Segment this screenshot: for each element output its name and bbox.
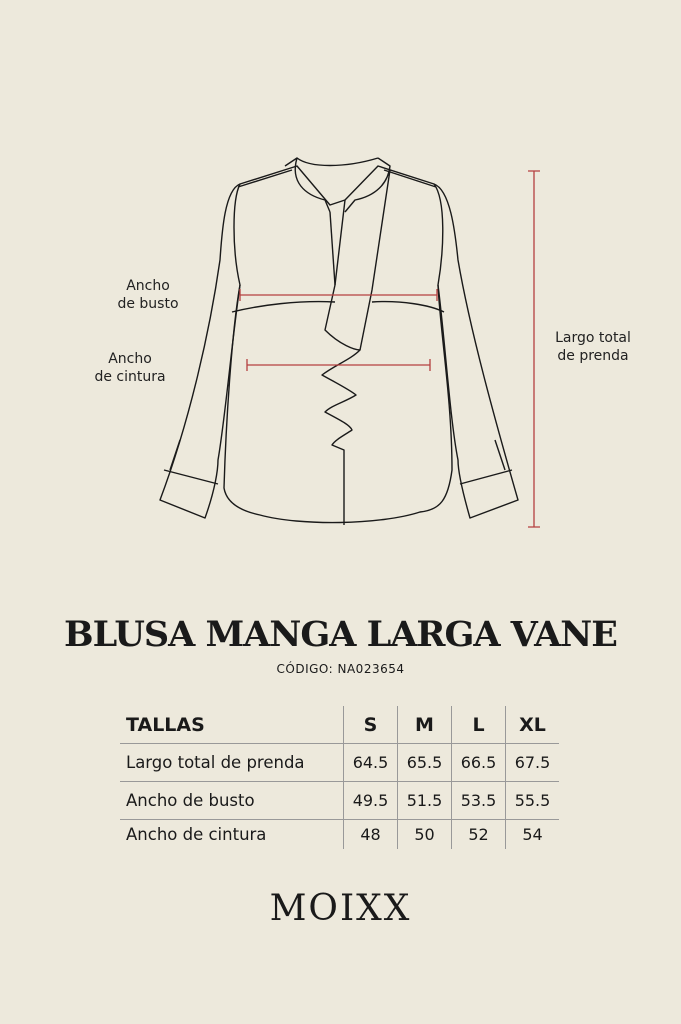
cell-value: 54 (506, 820, 560, 850)
cell-value: 53.5 (452, 782, 506, 820)
waist-measure-line (247, 359, 430, 371)
bust-measure-line (240, 289, 437, 301)
measure-lines (240, 171, 540, 527)
table-row (120, 744, 559, 782)
size-xl: XL (506, 706, 560, 744)
bust-label (100, 277, 196, 313)
cell-value: 49.5 (344, 782, 398, 820)
brand-logo: MOIXX (269, 888, 412, 929)
length-measure-line (528, 171, 540, 527)
waist-label (80, 350, 180, 386)
cell-value: 50 (398, 820, 452, 850)
length-label-line2: de prenda (557, 348, 629, 364)
size-table-header (120, 706, 559, 744)
size-m: M (398, 706, 452, 744)
sizes-header: TALLAS (126, 713, 205, 736)
table-row (120, 820, 559, 850)
length-label (543, 329, 643, 365)
row-label: Ancho de busto (120, 782, 344, 820)
cell-value: 51.5 (398, 782, 452, 820)
row-label: Largo total de prenda (120, 744, 344, 782)
cell-value: 48 (344, 820, 398, 850)
size-l: L (452, 706, 506, 744)
cell-value: 64.5 (344, 744, 398, 782)
length-label-line1: Largo total (555, 330, 631, 346)
size-s: S (344, 706, 398, 744)
cell-value: 55.5 (506, 782, 560, 820)
bust-label-line2: de busto (117, 296, 179, 312)
bust-label-line1: Ancho (126, 278, 170, 294)
product-title: BLUSA MANGA LARGA VANE (64, 614, 617, 655)
row-label: Ancho de cintura (120, 820, 344, 850)
product-code: CÓDIGO: NA023654 (276, 662, 405, 676)
cell-value: 67.5 (506, 744, 560, 782)
waist-label-line1: Ancho (108, 351, 152, 367)
cell-value: 65.5 (398, 744, 452, 782)
table-row (120, 782, 559, 820)
blouse-outline (160, 158, 518, 525)
cell-value: 66.5 (452, 744, 506, 782)
cell-value: 52 (452, 820, 506, 850)
size-table (120, 706, 559, 849)
waist-label-line2: de cintura (94, 369, 166, 385)
